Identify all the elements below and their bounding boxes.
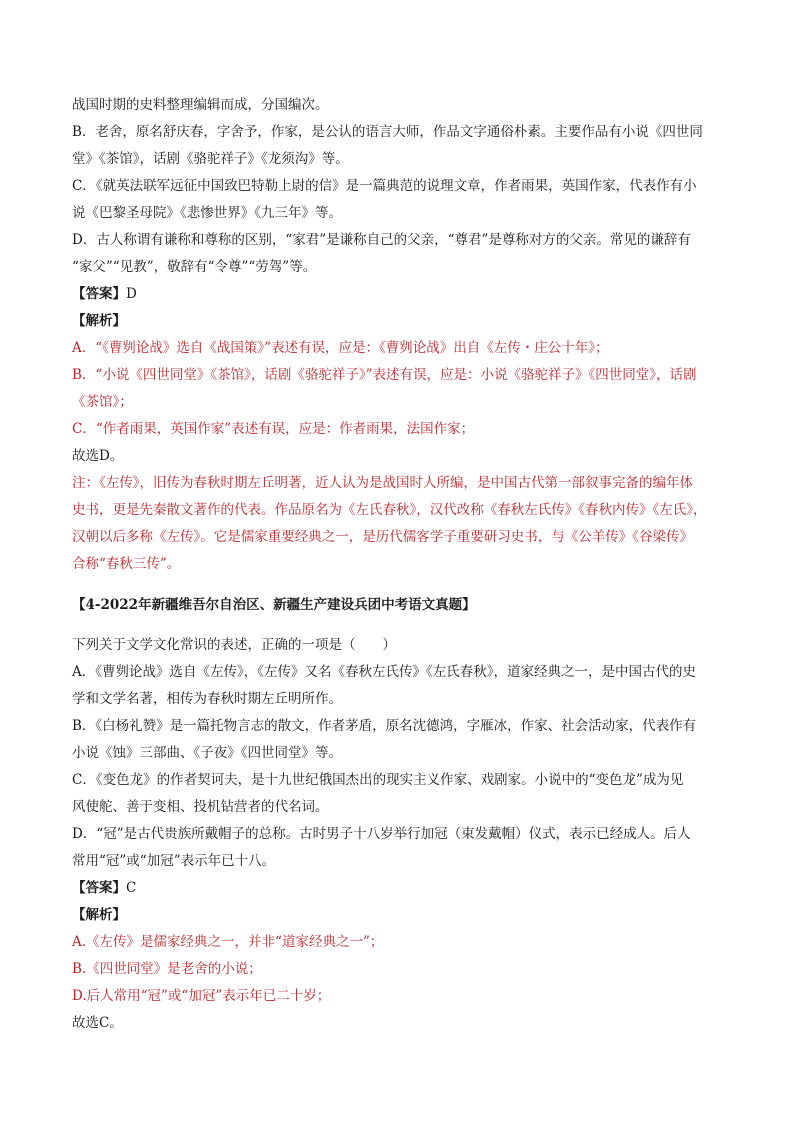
option-d-line: D．“冠”是古代贵族所戴帽子的总称。古时男子十八岁举行加冠（束发戴帽）仪式，表示已经成人。后人 [72,826,691,842]
option-c-line: C．《变色龙》的作者契诃夫，是十九世纪俄国杰出的现实主义作家、戏剧家。小说中的“变色龙”成为见 [72,772,684,788]
note-line: 注：《左传》，旧传为春秋时期左丘明著，近人认为是战国时人所编，是中国古代第一部叙事完备的编年体 [72,475,693,491]
option-a-line: A．《曹刿论战》选自《左传》，《左传》又名《春秋左氏传》《左氏春秋》，道家经典之一，是中国古代的史 [72,664,696,680]
answer-value: D [126,286,137,302]
option-b-line: B．《白杨礼赞》是一篇托物言志的散文，作者茅盾，原名沈德鸿，字雁冰，作家、社会活动家，代表作有 [72,718,697,734]
analysis-line: D.后人常用“冠”或“加冠”表示年已二十岁； [72,988,331,1004]
note-line: 合称“春秋三传”。 [72,556,181,572]
question-stem: 下列关于文学文化常识的表述，正确的一项是（ ） [72,637,396,653]
conclusion: 故选D。 [72,448,124,464]
option-d-line: D．古人称谓有谦称和尊称的区别，“家君”是谦称自己的父亲，“尊君”是尊称对方的父亲。常见的谦辞有 [72,232,691,248]
analysis-line: A．“《曹刿论战》选自《战国策》”表述有误，应是：《曹刿论战》出自《左传・庄公十年》； [72,340,609,356]
option-a-line: 学和文学名著，相传为春秋时期左丘明所作。 [72,691,342,707]
option-d-line: 常用“冠”或“加冠”表示年已十八。 [72,853,276,869]
conclusion: 故选C。 [72,1015,123,1031]
text-line: 说《巴黎圣母院》《悲惨世界》《九三年》等。 [72,205,342,221]
answer-value: C [126,880,137,896]
analysis-line: B．“小说《四世同堂》《茶馆》，话剧《骆驼祥子》”表述有误，应是：小说《骆驼祥子》《四世同堂》，话剧 [72,367,697,383]
answer-row [72,281,732,308]
option-b-line: 小说《蚀》三部曲、《子夜》《四世同堂》等。 [72,745,342,761]
answer-label: 【答案】 [72,880,126,896]
option-b-line: B．老舍，原名舒庆春，字舍予，作家，是公认的语言大师，作品文字通俗朴素。主要作品有小说《四世同 [72,124,703,140]
analysis-label: 【解析】 [72,313,126,329]
analysis-line: B.《四世同堂》是老舍的小说； [72,961,262,977]
analysis-line: A.《左传》是儒家经典之一，并非“道家经典之一”； [72,934,384,950]
option-c-line: C．《就英法联军远征中国致巴特勒上尉的信》是一篇典范的说理文章，作者雨果，英国作家，代表作有小 [72,178,697,194]
analysis-line: 《茶馆》； [72,394,133,410]
document-body [72,92,732,1037]
text-line: 战国时期的史料整理编辑而成，分国编次。 [72,97,329,113]
answer-row [72,875,732,902]
note-line: 汉朝以后多称《左传》。它是儒家重要经典之一，是历代儒客学子重要研习史书，与《公羊传》《谷梁传》 [72,529,693,545]
question-source-title: 【4-2022年新疆维吾尔自治区、新疆生产建设兵团中考语文真题】 [72,596,476,613]
analysis-line: C．“作者雨果，英国作家”表述有误，应是：作者雨果，法国作家； [72,421,475,437]
text-line: 堂》《茶馆》，话剧《骆驼祥子》《龙须沟》等。 [72,151,349,167]
note-line: 史书，更是先秦散文著作的代表。作品原名为《左氏春秋》，汉代改称《春秋左氏传》《春秋内传》《左氏》， [72,502,707,518]
answer-label: 【答案】 [72,286,126,302]
text-line: “家父”“见教”，敬辞有“令尊”“劳驾”等。 [72,259,317,275]
option-c-line: 风使舵、善于变相、投机钻营者的代名词。 [72,799,329,815]
analysis-label: 【解析】 [72,907,126,923]
